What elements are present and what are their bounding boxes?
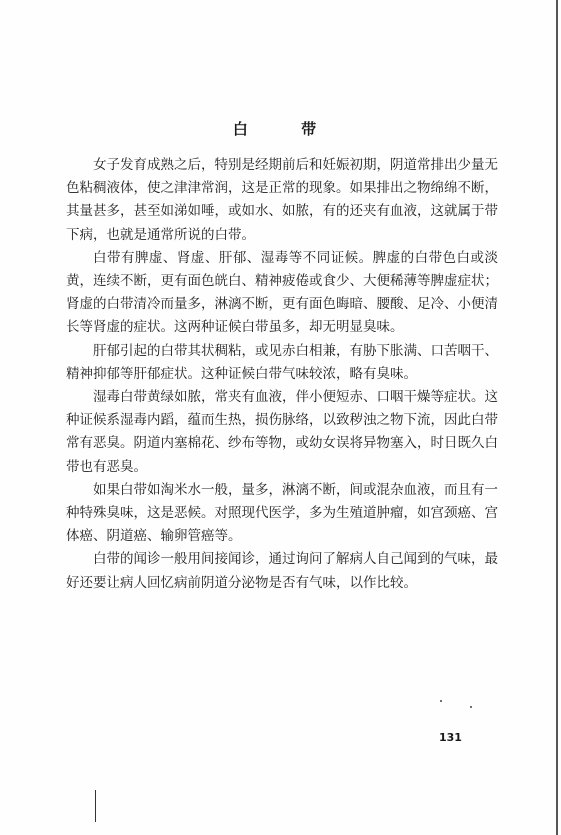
paragraph-inquiry: 白带的闻诊一般用间接闻诊，通过询问了解病人自己闻到的气味，最好还要让病人回忆病前阴道分泌物是否有气味，以作比较。 — [66, 551, 498, 591]
paragraph-liver: 肝郁引起的白带其状稠粘，或见赤白相兼，有胁下胀满、口苦咽干、精神抑郁等肝郁症状。这种证候白带气味较浓，略有臭味。 — [66, 342, 498, 382]
margin-mark — [95, 790, 96, 822]
paragraph-intro: 女子发育成熟之后，特别是经期前后和妊娠初期，阴道常排出少量无色粘稠液体，使之津津常润，这是正常的现象。如果排出之物绵绵不断，其量甚多，甚至如涕如唾，或如水、如脓，有的还夹有血液，这就属于带下病，也就是通常所说的白带。 — [66, 157, 498, 243]
page-number: 131 — [439, 731, 462, 744]
paragraph-spleen-kidney: 白带有脾虚、肾虚、肝郁、湿毒等不同证候。脾虚的白带色白或淡黄，连续不断，更有面色㿠白、精神疲倦或食少、大便稀薄等脾虚症状；肾虚的白带清冷而量多，淋漓不断，更有面色晦暗、腰酸、足冷、小便清长等肾虚的症状。这两种证候白带虽多，却无明显臭味。 — [66, 249, 498, 336]
paragraph-tumor: 如果白带如淘米水一般，量多，淋漓不断，间或混杂血液，而且有一种特殊臭味，这是恶候。对照现代医学，多为生殖道肿瘤，如宫颈癌、宫体癌、阴道癌、输卵管癌等。 — [66, 481, 498, 545]
page-title: 白 带 — [232, 120, 341, 138]
scan-speck — [440, 700, 442, 702]
scan-speck — [470, 706, 472, 708]
paragraph-damp-toxin: 湿毒白带黄绿如脓，常夹有血液，伴小便短赤、口咽干燥等症状。这种证候系湿毒内蹈，蕴而生热，损伤脉络，以致秽浊之物下流，因此白带常有恶臭。阴道内塞棉花、纱布等物，或幼女误将异物塞入，时日既久白带也有恶臭。 — [66, 389, 498, 475]
body-text — [66, 154, 498, 595]
